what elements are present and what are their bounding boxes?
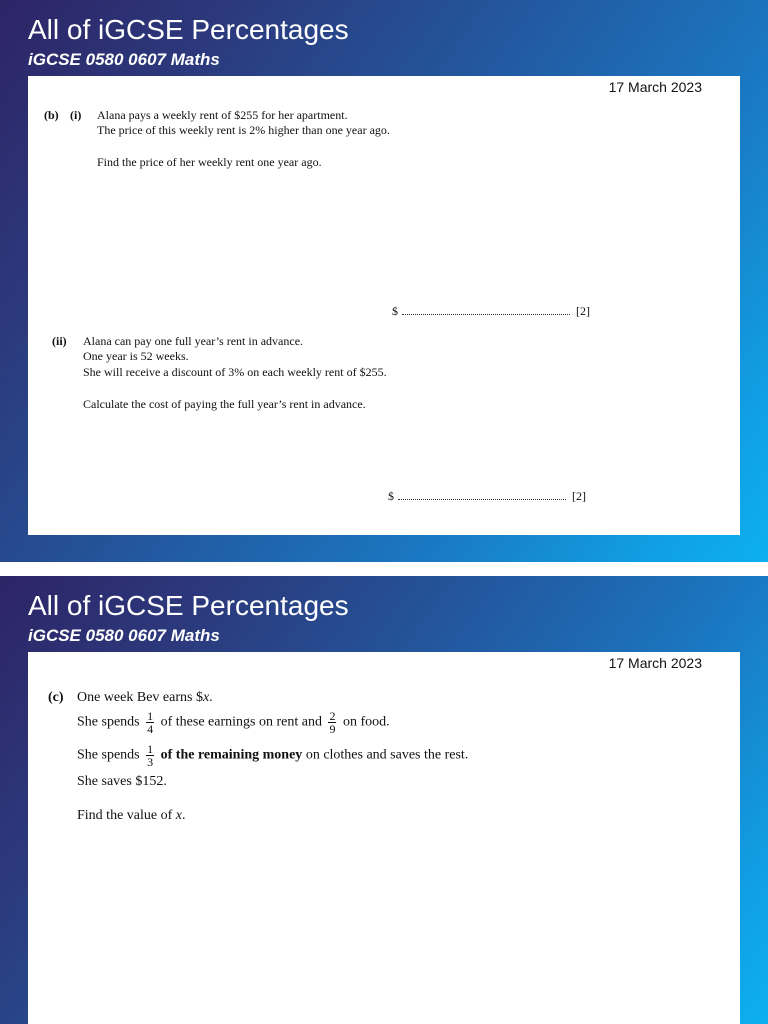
question-text: . xyxy=(181,808,186,823)
question-line xyxy=(77,690,213,706)
question-text: She will receive a discount of 3% on each weekly rent of $255. xyxy=(83,365,387,379)
marks-label: [2] xyxy=(576,304,590,318)
part-i-label: (i) xyxy=(70,108,82,122)
answer-line-ii xyxy=(388,489,586,504)
answer-blank[interactable] xyxy=(398,499,566,500)
part-c-label: (c) xyxy=(48,690,64,705)
marks-label: [2] xyxy=(572,489,586,503)
question-panel xyxy=(28,76,740,535)
fraction xyxy=(146,710,154,735)
fraction-denominator: 3 xyxy=(147,755,154,769)
slide-date: 17 March 2023 xyxy=(608,655,702,671)
question-line xyxy=(77,743,468,768)
question-text: She spends xyxy=(77,747,140,763)
currency-symbol: $ xyxy=(392,304,398,318)
fraction-denominator: 9 xyxy=(329,722,336,736)
fraction-denominator: 4 xyxy=(147,722,154,736)
fraction xyxy=(328,710,336,735)
question-line xyxy=(77,808,185,824)
fraction-numerator: 1 xyxy=(147,742,154,756)
slide-subtitle: iGCSE 0580 0607 Maths xyxy=(28,626,220,645)
question-text: Alana pays a weekly rent of $255 for her apartment. xyxy=(97,108,348,122)
question-text: . xyxy=(209,690,213,705)
question-text: One week Bev earns $ xyxy=(77,690,203,705)
slide-2 xyxy=(0,576,768,1024)
question-text: Find the price of her weekly rent one year ago. xyxy=(97,155,322,169)
variable-x: x xyxy=(202,690,210,705)
question-text: She spends xyxy=(77,714,140,730)
slide-title: All of iGCSE Percentages xyxy=(28,590,349,621)
question-text: of these earnings on rent and xyxy=(160,714,322,730)
slide-date: 17 March 2023 xyxy=(608,79,702,95)
question-panel xyxy=(28,652,740,1024)
question-text: The price of this weekly rent is 2% higher than one year ago. xyxy=(97,123,390,137)
fraction-numerator: 2 xyxy=(329,709,336,723)
slide-gap xyxy=(0,562,768,576)
question-text: on clothes and saves the rest. xyxy=(305,747,469,763)
answer-blank[interactable] xyxy=(402,314,570,315)
question-text: on food. xyxy=(342,714,390,730)
slide-subtitle: iGCSE 0580 0607 Maths xyxy=(28,50,220,69)
question-line xyxy=(77,710,390,735)
emphasised-text: of the remaining money xyxy=(160,747,303,763)
question-text: Alana can pay one full year’s rent in advance. xyxy=(83,334,304,348)
question-text: One year is 52 weeks. xyxy=(83,349,189,363)
variable-x: x xyxy=(175,808,182,823)
part-b-label: (b) xyxy=(44,108,59,122)
answer-line-i xyxy=(392,304,590,319)
currency-symbol: $ xyxy=(388,489,394,503)
question-text: Calculate the cost of paying the full year’s rent in advance. xyxy=(83,397,366,411)
fraction-numerator: 1 xyxy=(147,709,154,723)
fraction xyxy=(146,743,154,768)
slide-title: All of iGCSE Percentages xyxy=(28,14,349,45)
question-text: She saves $152. xyxy=(77,774,167,789)
part-ii-label: (ii) xyxy=(52,334,67,348)
question-text: Find the value of xyxy=(77,808,173,823)
